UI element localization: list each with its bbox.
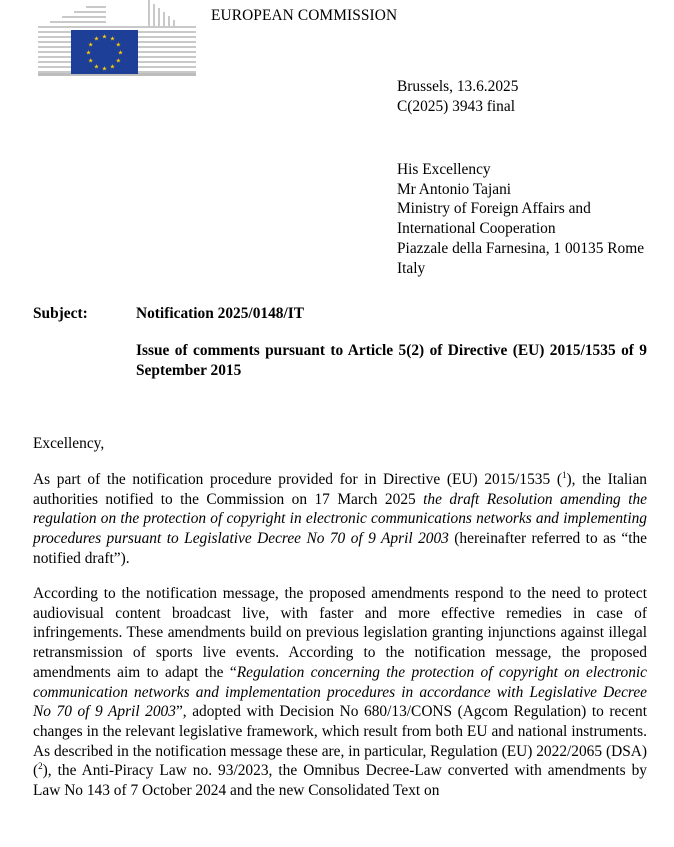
document-reference: C(2025) 3943 final — [397, 97, 515, 115]
svg-text:★: ★ — [93, 63, 100, 71]
salutation: Excellency, — [33, 435, 105, 452]
paragraph-text: According to the notification message, the proposed amendments respond to the need to protect audiovisual content broadcast live, with faster and more effective remedies in case of infringements. These amendments build on previous legislation granting injunctions against illegal retransmission of sports live events. According to the notification message, the proposed amendments aim to adapt the “ — [33, 585, 647, 681]
paragraph-text: ), the Anti-Piracy Law no. 93/2023, the Omnibus Decree-Law converted with amendments by Law No 143 of 7 October 2024 and the new Consolidated Text on — [33, 762, 647, 800]
svg-text:★: ★ — [115, 41, 121, 49]
paragraph-text: (hereinafter referred to as “the notified draft”). — [33, 530, 647, 567]
svg-text:★: ★ — [115, 57, 121, 65]
subject-title: Issue of comments pursuant to Article 5(2) of Directive (EU) 2015/1535 of 9 September 2015 — [136, 342, 647, 379]
addressee-line: Piazzale della Farnesina, 1 00135 Rome — [397, 239, 645, 257]
addressee-line: His Excellency — [397, 161, 491, 178]
addressee-line: Italy — [397, 259, 426, 277]
svg-text:★: ★ — [88, 41, 94, 49]
svg-text:★: ★ — [88, 57, 94, 65]
footnote-reference[interactable]: 1 — [562, 470, 567, 480]
svg-text:★: ★ — [109, 63, 116, 71]
addressee-line: Ministry of Foreign Affairs and — [397, 200, 591, 218]
date-reference-block — [397, 77, 518, 116]
svg-text:★: ★ — [117, 49, 124, 57]
paragraph-text: ”, adopted with Decision No 680/13/CONS (Agcom Regulation) to recent changes in the relevant legislative framework, which result from both EU and national instruments. As described in the notification message these are, in particular, Regulation (EU) 2022/2065 (DSA) ( — [33, 703, 647, 780]
notified-draft-title: the draft Resolution amending the regulation on the protection of copyright in electronic communications networks and implementing procedures pursuant to Legislative Decree No 70 of 9 April 2003 — [33, 490, 647, 548]
svg-text:★: ★ — [109, 35, 116, 43]
addressee-line: Mr Antonio Tajani — [397, 180, 512, 198]
paragraph-text: ), the Italian authorities notified to the Commission on 17 March 2025 — [33, 471, 647, 508]
place-date: Brussels, 13.6.2025 — [397, 78, 519, 95]
subject-notification: Notification 2025/0148/IT — [136, 305, 305, 322]
subject-label: Subject: — [33, 305, 88, 322]
paragraph-amendments — [33, 584, 647, 801]
addressee-block — [397, 160, 644, 278]
paragraph-text: As part of the notification procedure provided for in Directive (EU) 2015/1535 ( — [33, 471, 563, 488]
svg-text:★: ★ — [93, 35, 100, 43]
svg-text:★: ★ — [101, 65, 108, 73]
organisation-name: EUROPEAN COMMISSION — [211, 7, 398, 24]
svg-text:★: ★ — [85, 49, 92, 57]
addressee-line: International Cooperation — [397, 220, 556, 238]
svg-text:★: ★ — [101, 33, 108, 41]
paragraph-notification — [33, 470, 647, 569]
regulation-title: Regulation concerning the protection of copyright on electronic communication networks and implementation procedures in accordance with Legislative Decree No 70 of 9 April 2003 — [33, 663, 647, 721]
european-commission-logo — [38, 0, 196, 76]
footnote-reference[interactable]: 2 — [38, 761, 43, 772]
